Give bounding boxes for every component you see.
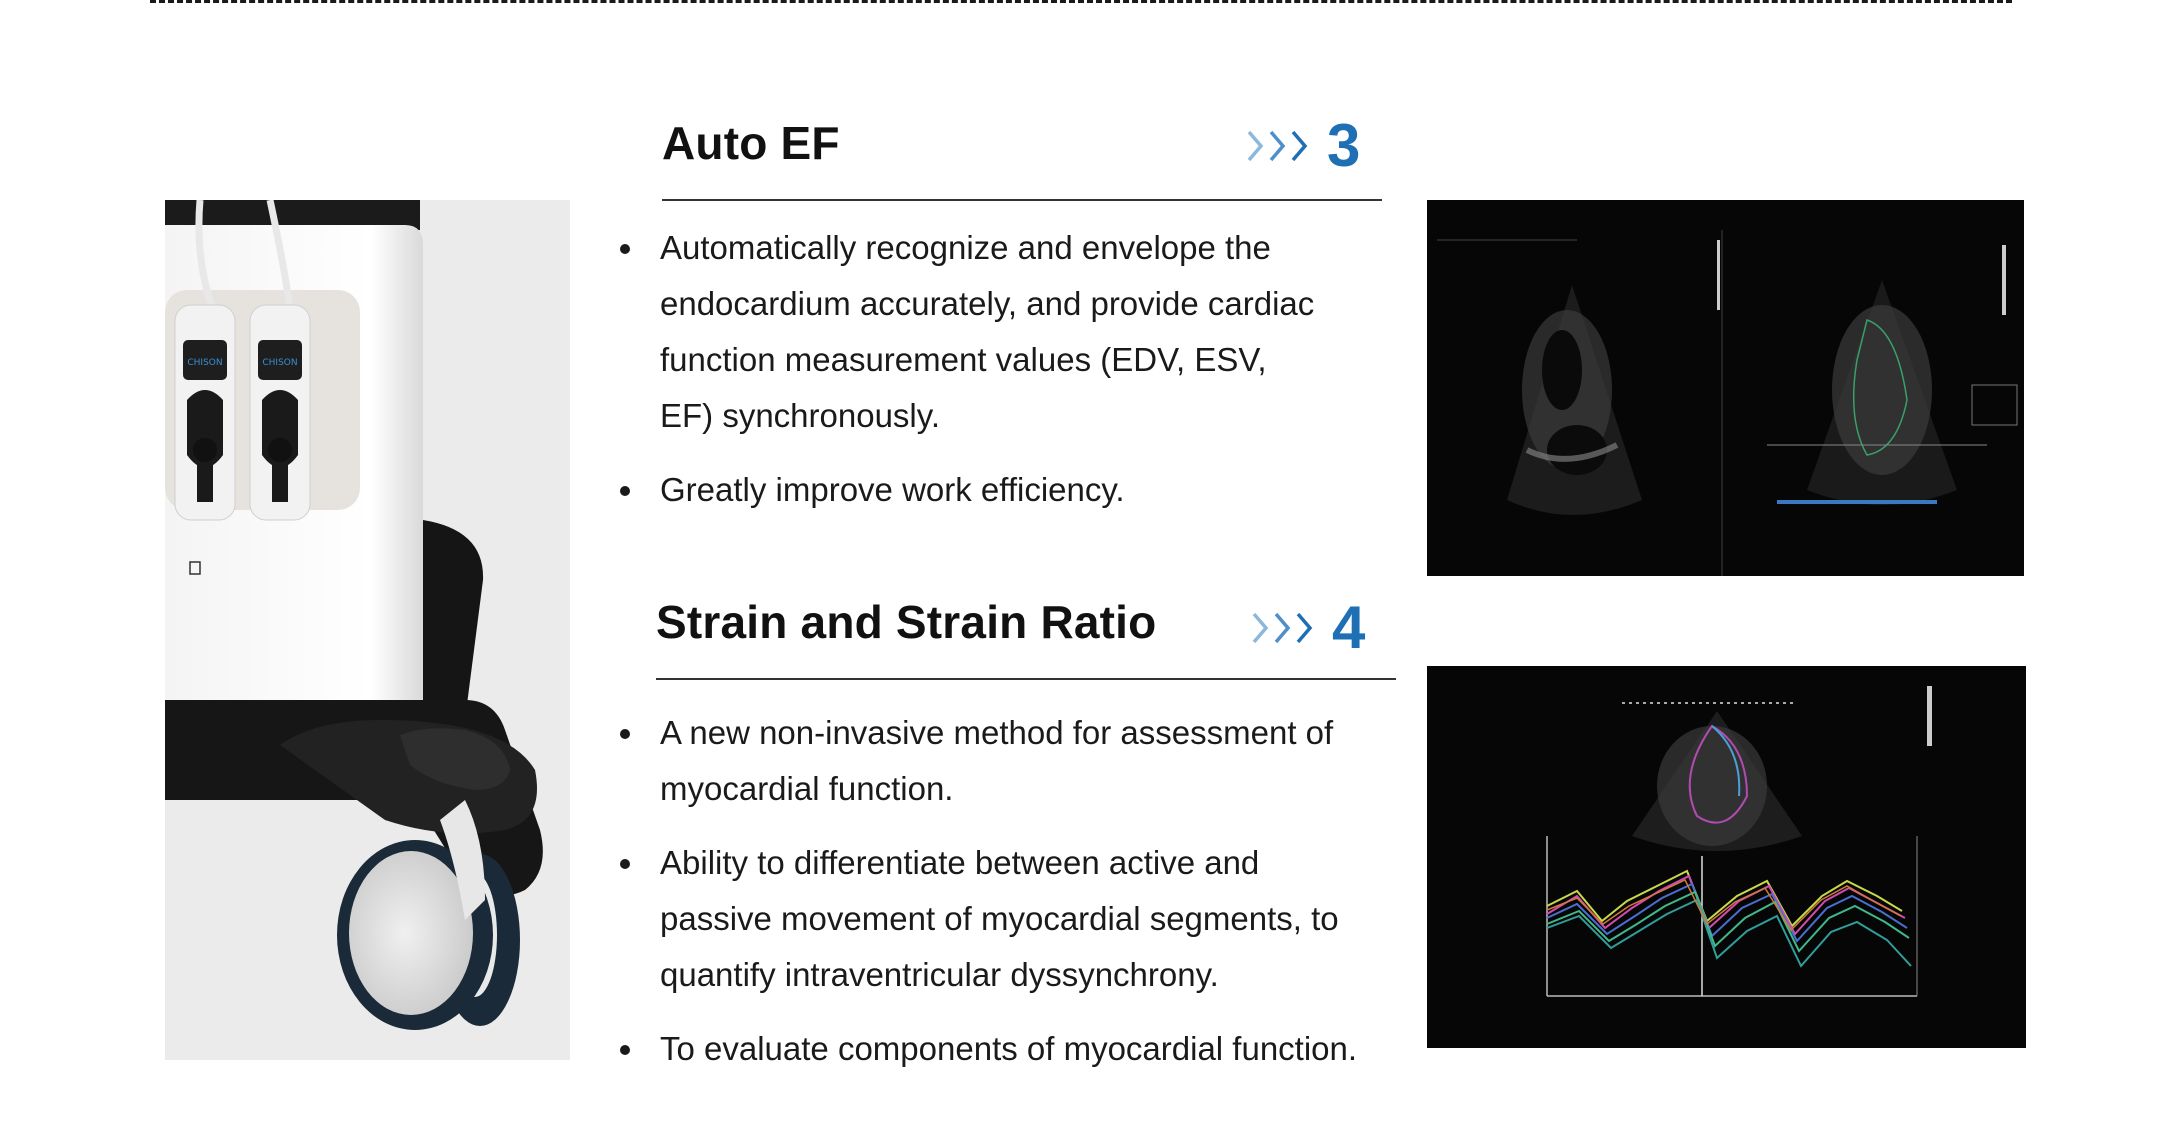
section-number-group-3 xyxy=(1245,112,1361,179)
triple-chevron-right-icon xyxy=(1250,608,1320,648)
list-item: Ability to differentiate between active and passive movement of myocardial segments, to quantify intraventricular dyssynchrony. xyxy=(620,835,1380,1003)
section-number-group-4 xyxy=(1250,594,1366,661)
strain-bullet-list xyxy=(620,705,1380,1077)
ultrasound-cart-photo xyxy=(165,200,570,1060)
section-title-auto-ef: Auto EF xyxy=(662,117,840,169)
top-dashed-divider xyxy=(150,0,2012,3)
auto-ef-ultrasound-image xyxy=(1427,200,2024,576)
list-item: To evaluate components of myocardial function. xyxy=(620,1021,1380,1077)
list-item: A new non-invasive method for assessment of myocardial function. xyxy=(620,705,1380,817)
probe-brand-right: CHISON xyxy=(262,358,298,368)
section-title-strain: Strain and Strain Ratio xyxy=(656,596,1157,648)
cart-illustration xyxy=(165,200,570,1060)
probe-brand-left: CHISON xyxy=(187,358,223,368)
list-item: Automatically recognize and envelope the endocardium accurately, and provide cardiac function measurement values (EDV, ESV, EF) synchronously. xyxy=(620,220,1340,444)
section-number: 3 xyxy=(1327,112,1361,179)
auto-ef-bullet-list xyxy=(620,220,1340,518)
section-number: 4 xyxy=(1332,594,1366,661)
list-item: Greatly improve work efficiency. xyxy=(620,462,1340,518)
section-underline xyxy=(662,199,1382,201)
section-underline xyxy=(656,678,1396,680)
strain-ultrasound-image xyxy=(1427,666,2026,1048)
triple-chevron-right-icon xyxy=(1245,126,1315,166)
